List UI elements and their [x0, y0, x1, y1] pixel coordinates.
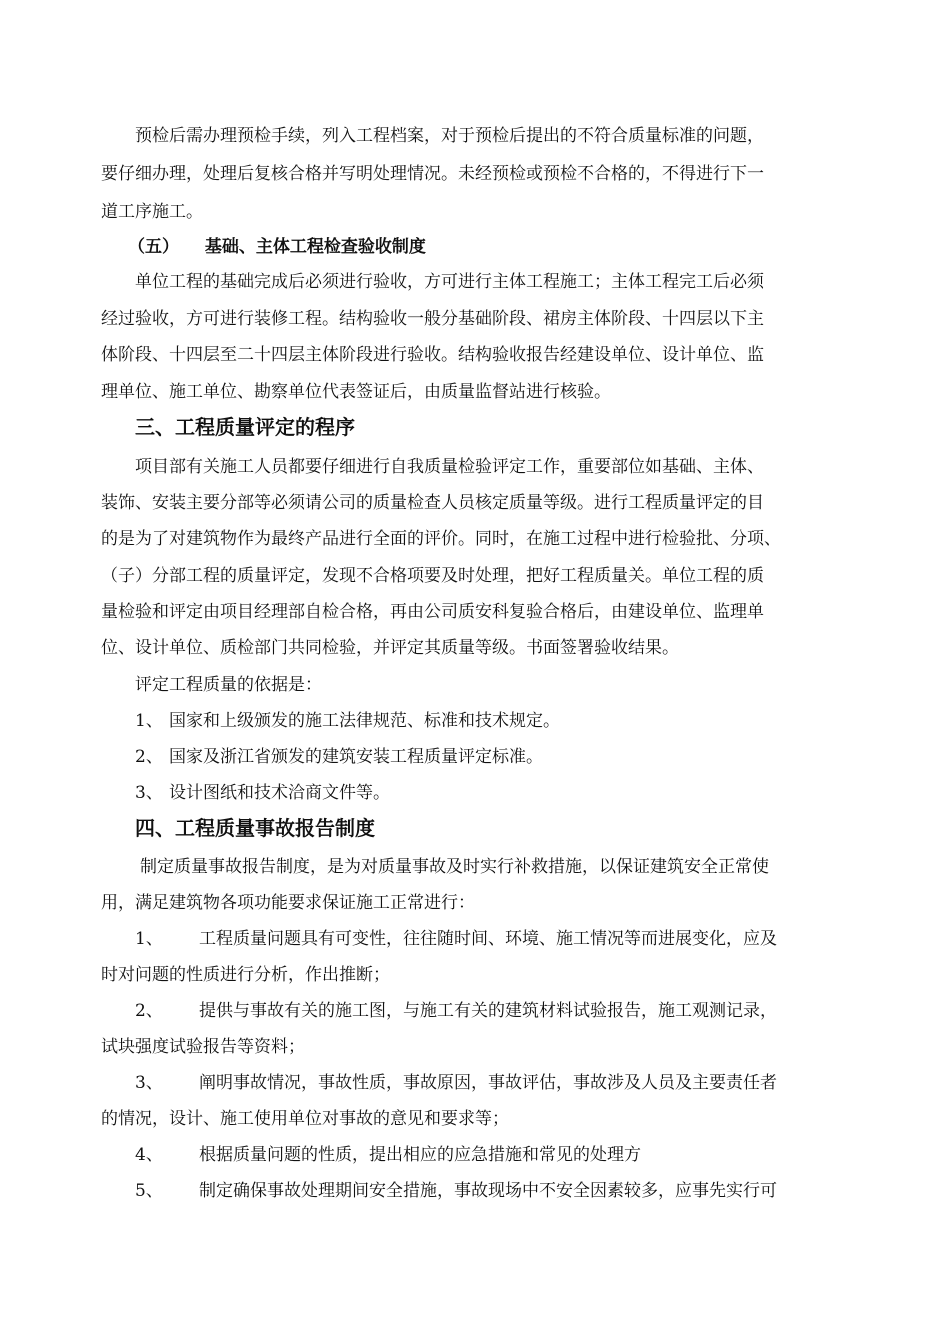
list-text: 阐明事故情况，事故性质，事故原因，事故评估，事故涉及人员及主要责任者	[199, 1073, 777, 1093]
paragraph-line: 预检后需办理预检手续，列入工程档案，对于预检后提出的不符合质量标准的问题，	[135, 126, 764, 146]
list-text: 制定确保事故处理期间安全措施，事故现场中不安全因素较多，应事先实行可	[199, 1181, 777, 1201]
list-item-continuation: 时对问题的性质进行分析，作出推断；	[101, 965, 390, 985]
paragraph-line: 位、设计单位、质检部门共同检验，并评定其质量等级。书面签署验收结果。	[101, 638, 679, 658]
list-number: 3、	[135, 783, 163, 803]
paragraph-line: 经过验收，方可进行装修工程。结构验收一般分基础阶段、裙房主体阶段、十四层以下主	[101, 309, 764, 329]
list-text: 提供与事故有关的施工图，与施工有关的建筑材料试验报告，施工观测记录，	[199, 1001, 777, 1021]
list-text: 国家和上级颁发的施工法律规范、标准和技术规定。	[169, 711, 560, 731]
list-number: 2、	[135, 1001, 163, 1021]
list-number: 4、	[135, 1145, 163, 1165]
list-item	[135, 781, 390, 805]
section-5-number: （五）	[128, 237, 179, 257]
paragraph-line: 理单位、施工单位、勘察单位代表签证后，由质量监督站进行核验。	[101, 382, 611, 402]
paragraph-line: 的是为了对建筑物作为最终产品进行全面的评价。同时，在施工过程中进行检验批、分项、	[101, 529, 781, 549]
list-text: 国家及浙江省颁发的建筑安装工程质量评定标准。	[169, 747, 543, 767]
paragraph-line: 单位工程的基础完成后必须进行验收，方可进行主体工程施工；主体工程完工后必须	[135, 272, 764, 292]
list-text: 工程质量问题具有可变性，往往随时间、环境、施工情况等而进展变化，应及	[199, 929, 777, 949]
section-5-heading	[128, 235, 426, 259]
list-item-continuation: 的情况，设计、施工使用单位对事故的意见和要求等；	[101, 1109, 509, 1129]
list-text: 根据质量问题的性质，提出相应的应急措施和常见的处理方	[199, 1145, 641, 1165]
paragraph-line: 项目部有关施工人员都要仔细进行自我质量检验评定工作，重要部位如基础、主体、	[135, 457, 764, 477]
list-item	[135, 1143, 641, 1167]
paragraph-line: 要仔细办理，处理后复核合格并写明处理情况。未经预检或预检不合格的，不得进行下一	[101, 164, 764, 184]
list-item	[135, 927, 777, 951]
list-number: 5、	[135, 1181, 163, 1201]
paragraph-line: 量检验和评定由项目经理部自检合格，再由公司质安科复验合格后，由建设单位、监理单	[101, 602, 764, 622]
list-number: 1、	[135, 929, 163, 949]
heading-section-4: 四、工程质量事故报告制度	[135, 816, 375, 840]
list-number: 1、	[135, 711, 163, 731]
basis-intro: 评定工程质量的依据是：	[135, 675, 322, 695]
list-item	[135, 745, 543, 769]
list-item-continuation: 试块强度试验报告等资料；	[101, 1037, 305, 1057]
list-number: 2、	[135, 747, 163, 767]
paragraph-line: 道工序施工。	[101, 202, 203, 222]
list-item	[135, 1179, 777, 1203]
heading-section-3: 三、工程质量评定的程序	[135, 415, 355, 439]
paragraph-line: 制定质量事故报告制度，是为对质量事故及时实行补救措施，以保证建筑安全正常使	[140, 857, 769, 877]
paragraph-line: 装饰、安装主要分部等必须请公司的质量检查人员核定质量等级。进行工程质量评定的目	[101, 493, 764, 513]
list-text: 设计图纸和技术洽商文件等。	[169, 783, 390, 803]
paragraph-line: （子）分部工程的质量评定，发现不合格项要及时处理，把好工程质量关。单位工程的质	[101, 566, 764, 586]
list-item	[135, 709, 560, 733]
list-number: 3、	[135, 1073, 163, 1093]
paragraph-line: 体阶段、十四层至二十四层主体阶段进行验收。结构验收报告经建设单位、设计单位、监	[101, 345, 764, 365]
list-item	[135, 1071, 777, 1095]
section-5-title: 基础、主体工程检查验收制度	[204, 237, 426, 257]
list-item	[135, 999, 777, 1023]
paragraph-line: 用，满足建筑物各项功能要求保证施工正常进行：	[101, 893, 475, 913]
